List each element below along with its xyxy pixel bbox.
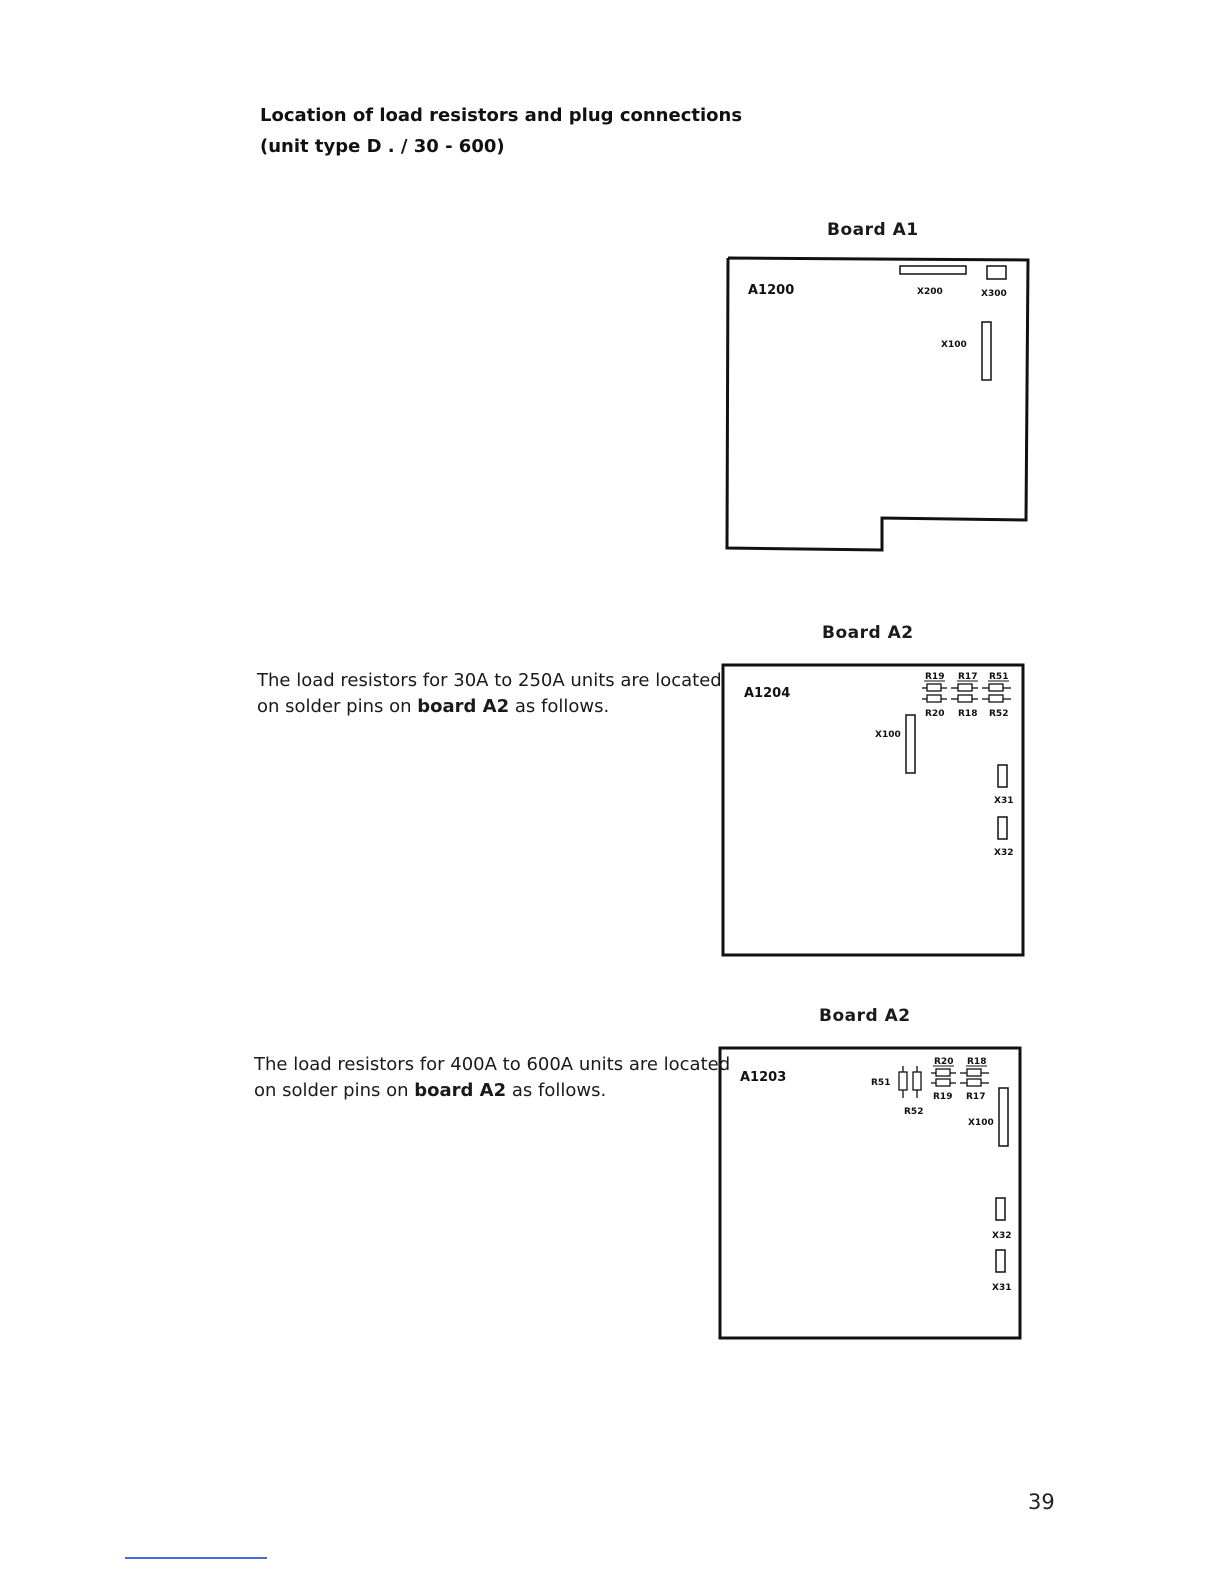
- board-a2-a1204-outline: [723, 665, 1023, 955]
- label-r52: R52: [904, 1107, 924, 1117]
- resistor-row-lower: [931, 1079, 989, 1086]
- label-x32: X32: [992, 1231, 1012, 1241]
- connector-x32: [998, 817, 1007, 839]
- paragraph-1-line-2: [257, 694, 722, 720]
- label-r52: R52: [989, 709, 1009, 719]
- paragraph-400a-600a: [254, 1052, 730, 1104]
- paragraph-1-suffix: as follows.: [509, 696, 610, 717]
- heading-line-1: Location of load resistors and plug connections: [260, 105, 743, 126]
- label-x300: X300: [981, 289, 1007, 299]
- label-r19: R19: [925, 672, 945, 682]
- label-r18: R18: [958, 709, 978, 719]
- connector-x31: [998, 765, 1007, 787]
- label-r17: R17: [958, 672, 978, 682]
- label-x32: X32: [994, 848, 1014, 858]
- resistor-row-upper: [922, 684, 1011, 691]
- label-r18: R18: [967, 1057, 987, 1067]
- board-a2-a1204-title: Board A2: [822, 623, 914, 643]
- label-x200: X200: [917, 287, 943, 297]
- paragraph-2-suffix: as follows.: [506, 1080, 607, 1101]
- resistor-row-lower: [922, 695, 1011, 702]
- connector-x100: [999, 1088, 1008, 1146]
- label-r17: R17: [966, 1092, 986, 1102]
- paragraph-30a-250a: [257, 668, 722, 720]
- paragraph-1-board-ref: board A2: [417, 696, 510, 717]
- heading-line-2: (unit type D . / 30 - 600): [260, 136, 505, 157]
- paragraph-1-line-1: The load resistors for 30A to 250A units are located: [257, 670, 722, 691]
- label-r20: R20: [934, 1057, 954, 1067]
- connector-x100: [906, 715, 915, 773]
- board-a1-title: Board A1: [827, 220, 919, 240]
- connector-x31: [996, 1250, 1005, 1272]
- label-r20: R20: [925, 709, 945, 719]
- paragraph-2-line-2: [254, 1078, 730, 1104]
- connector-x200: [900, 266, 966, 274]
- label-x31: X31: [992, 1283, 1012, 1293]
- paragraph-1-prefix: on solder pins on: [257, 696, 418, 717]
- resistor-row-upper: [931, 1069, 989, 1076]
- board-a1-id: A1200: [748, 283, 795, 298]
- paragraph-2-prefix: on solder pins on: [254, 1080, 415, 1101]
- footer-rule: [125, 1557, 267, 1559]
- board-a2-a1203-diagram: [712, 1038, 1032, 1348]
- label-r51: R51: [989, 672, 1009, 682]
- resistor-vertical-pair: [899, 1066, 921, 1098]
- connector-x32: [996, 1198, 1005, 1220]
- label-r19: R19: [933, 1092, 953, 1102]
- page-heading: [260, 100, 742, 162]
- board-a2-a1204-id: A1204: [744, 686, 791, 701]
- board-a1-diagram: [720, 250, 1040, 560]
- label-x100: X100: [941, 340, 967, 350]
- paragraph-2-board-ref: board A2: [414, 1080, 507, 1101]
- board-a2-a1203-title: Board A2: [819, 1006, 911, 1026]
- label-r51: R51: [871, 1078, 891, 1088]
- paragraph-2-line-1: The load resistors for 400A to 600A units are located: [254, 1054, 731, 1075]
- board-a1-outline: [727, 258, 1028, 550]
- label-x100: X100: [968, 1118, 994, 1128]
- board-a2-a1204-diagram: [715, 655, 1035, 965]
- page-number: 39: [1028, 1490, 1055, 1514]
- label-x100: X100: [875, 730, 901, 740]
- connector-x300: [987, 266, 1006, 279]
- board-a2-a1203-id: A1203: [740, 1070, 787, 1085]
- label-x31: X31: [994, 796, 1014, 806]
- connector-x100: [982, 322, 991, 380]
